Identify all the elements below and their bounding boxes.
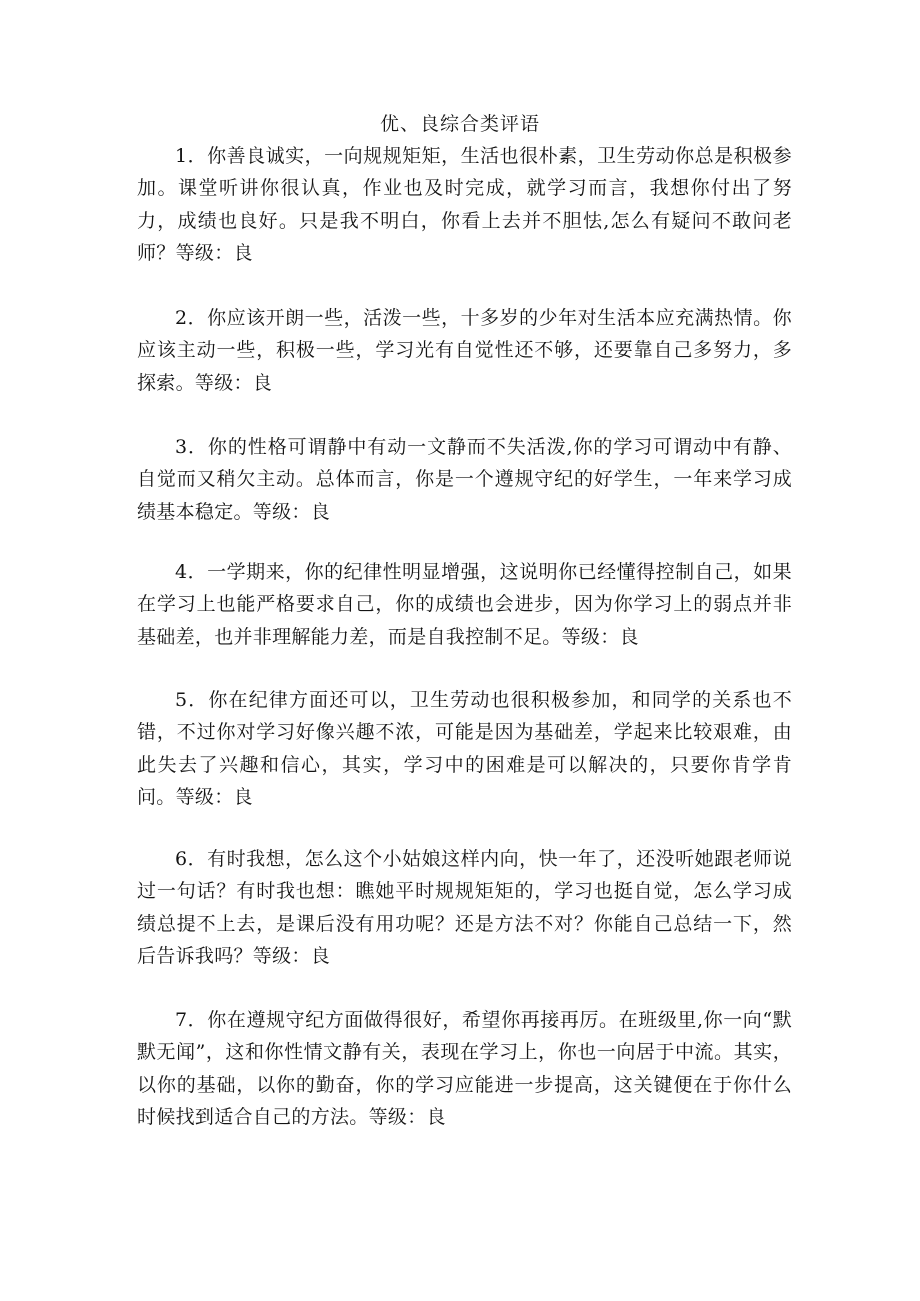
comment-paragraph-6: 6．有时我想，怎么这个小姑娘这样内向，快一年了，还没听她跟老师说过一句话？有时我也想：瞧她平时规规矩矩的，学习也挺自觉，怎么学习成绩总提不上去，是课后没有用功呢？还是方法不对？你能自己总结一下，然后告诉我吗？等级：良 [137,848,792,968]
comment-paragraph-4: 4．一学期来，你的纪律性明显增强，这说明你已经懂得控制自己，如果在学习上也能严格要求自己，你的成绩也会进步，因为你学习上的弱点并非基础差，也并非理解能力差，而是自我控制不足。等级：良 [137,561,792,648]
comment-paragraph-3: 3．你的性格可谓静中有动一文静而不失活泼,你的学习可谓动中有静、自觉而又稍欠主动。总体而言，你是一个遵规守纪的好学生，一年来学习成绩基本稳定。等级：良 [137,436,792,523]
document-title: 优、良综合类评语 [379,113,540,135]
comment-paragraph-2: 2．你应该开朗一些，活泼一些，十多岁的少年对生活本应充满热情。你应该主动一些，积极一些，学习光有自觉性还不够，还要靠自己多努力，多探索。等级：良 [137,307,792,394]
comment-paragraph-7: 7．你在遵规守纪方面做得很好，希望你再接再厉。在班级里,你一向“默默无闻”，这和你性情文静有关，表现在学习上，你也一向居于中流。其实，以你的基础，以你的勤奋，你的学习应能进一步提高，这关键便在于你什么时候找到适合自己的方法。等级：良 [137,1009,792,1129]
comment-paragraph-1: 1．你善良诚实，一向规规矩矩，生活也很朴素，卫生劳动你总是积极参加。课堂听讲你很认真，作业也及时完成，就学习而言，我想你付出了努力，成绩也良好。只是我不明白，你看上去并不胆怯,怎么有疑问不敢问老师？等级：良 [137,145,792,265]
comment-paragraph-5: 5．你在纪律方面还可以，卫生劳动也很积极参加，和同学的关系也不错，不过你对学习好像兴趣不浓，可能是因为基础差，学起来比较艰难，由此失去了兴趣和信心，其实，学习中的困难是可以解决的，只要你肯学肯问。等级：良 [137,689,792,809]
